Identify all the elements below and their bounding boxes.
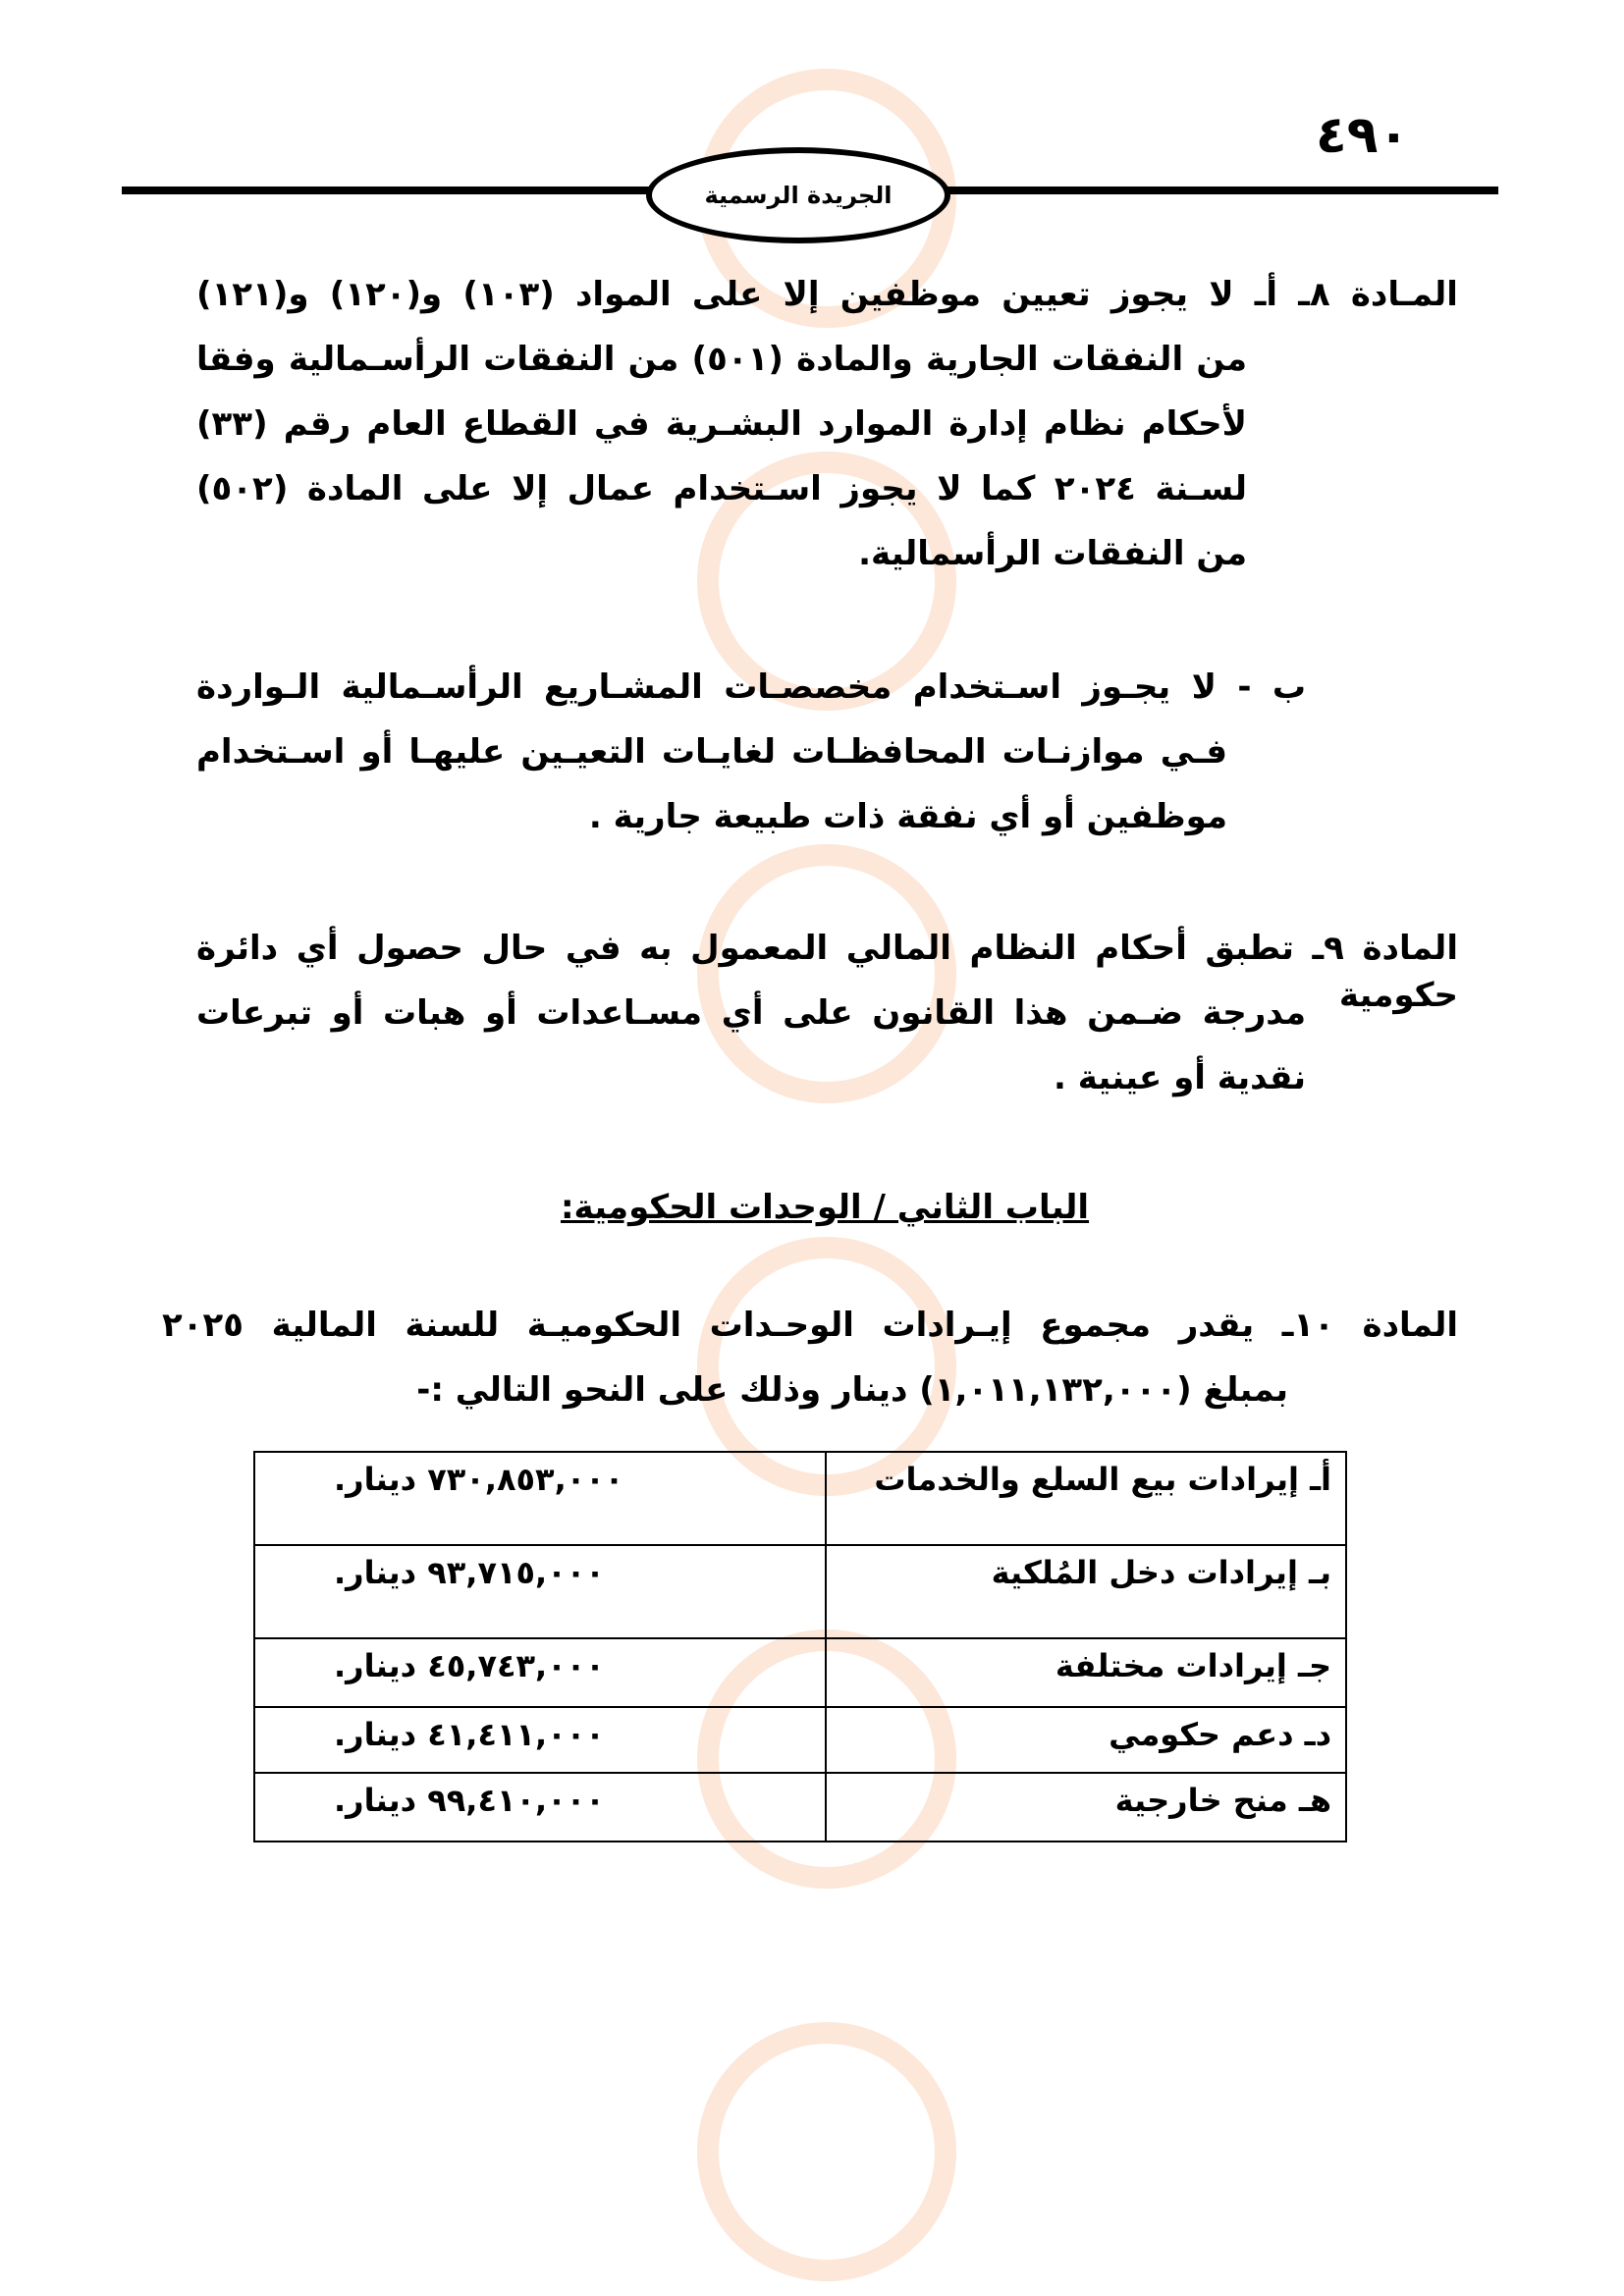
revenue-amount: ٤١,٤١١,٠٠٠ دينار.	[254, 1707, 826, 1773]
article8-line: لسـنة ٢٠٢٤ كما لا يجوز اسـتخدام عمال إلا على المادة (٥٠٢)	[196, 469, 1247, 508]
revenue-label: أـ إيرادات بيع السلع والخدمات	[826, 1452, 1346, 1545]
publication-title: الجريدة الرسمية	[646, 147, 950, 243]
article8b-line: موظفين أو أي نفقة ذات طبيعة جارية .	[588, 797, 1227, 836]
revenue-amount: ٩٩,٤١٠,٠٠٠ دينار.	[254, 1773, 826, 1842]
watermark-clock	[697, 2022, 956, 2281]
page-number: ٤٩٠	[1316, 106, 1410, 165]
revenue-label: هـ منح خارجية	[826, 1773, 1346, 1842]
article9-line: نقدية أو عينية .	[1054, 1058, 1306, 1097]
article8-line: من النفقات الرأسمالية.	[858, 534, 1247, 573]
article10-line: بمبلغ (١,٠١١,١٣٢,٠٠٠) دينار وذلك على النحو التالي :-	[416, 1370, 1288, 1410]
article9-line: المادة ٩ـ تطبق أحكام النظام المالي المعمول به في حال حصول أي دائرة حكومية	[196, 929, 1458, 1015]
table-row	[254, 1707, 1346, 1773]
article8b-line: ب - لا يجـوز اسـتخدام مخصصـات المشـاريع الرأسـمالية الـواردة	[196, 667, 1306, 707]
section-heading: الباب الثاني / الوحدات الحكومية:	[560, 1188, 1090, 1227]
article8-line: لأحكام نظام إدارة الموارد البشـرية في القطاع العام رقم (٣٣)	[196, 404, 1247, 444]
revenue-table	[253, 1451, 1347, 1842]
article9-line: مدرجة ضـمن هذا القانون على أي مسـاعدات أو هبات أو تبرعات	[196, 993, 1306, 1033]
table-row	[254, 1638, 1346, 1707]
table-row	[254, 1773, 1346, 1842]
revenue-amount: ٩٣,٧١٥,٠٠٠ دينار.	[254, 1545, 826, 1638]
article8-line: من النفقات الجارية والمادة (٥٠١) من النفقات الرأسـمالية وفقا	[196, 340, 1247, 379]
revenue-label: جـ إيرادات مختلفة	[826, 1638, 1346, 1707]
table-row	[254, 1452, 1346, 1545]
table-row	[254, 1545, 1346, 1638]
article8b-line: فـي موازنـات المحافظـات لغايـات التعيـين عليهـا أو اسـتخدام	[196, 732, 1227, 772]
revenue-label: بـ إيرادات دخل المُلكية	[826, 1545, 1346, 1638]
revenue-label: دـ دعم حكومي	[826, 1707, 1346, 1773]
revenue-amount: ٤٥,٧٤٣,٠٠٠ دينار.	[254, 1638, 826, 1707]
revenue-amount: ٧٣٠,٨٥٣,٠٠٠ دينار.	[254, 1452, 826, 1545]
article10-line: المادة ١٠ـ يقدر مجموع إيـرادات الوحـدات الحكوميـة للسنة المالية ٢٠٢٥	[162, 1306, 1459, 1345]
article8-line: المـادة ٨ـ أـ لا يجوز تعيين موظفين إلا على المواد (١٠٣) و(١٢٠) و(١٢١)	[196, 275, 1458, 314]
